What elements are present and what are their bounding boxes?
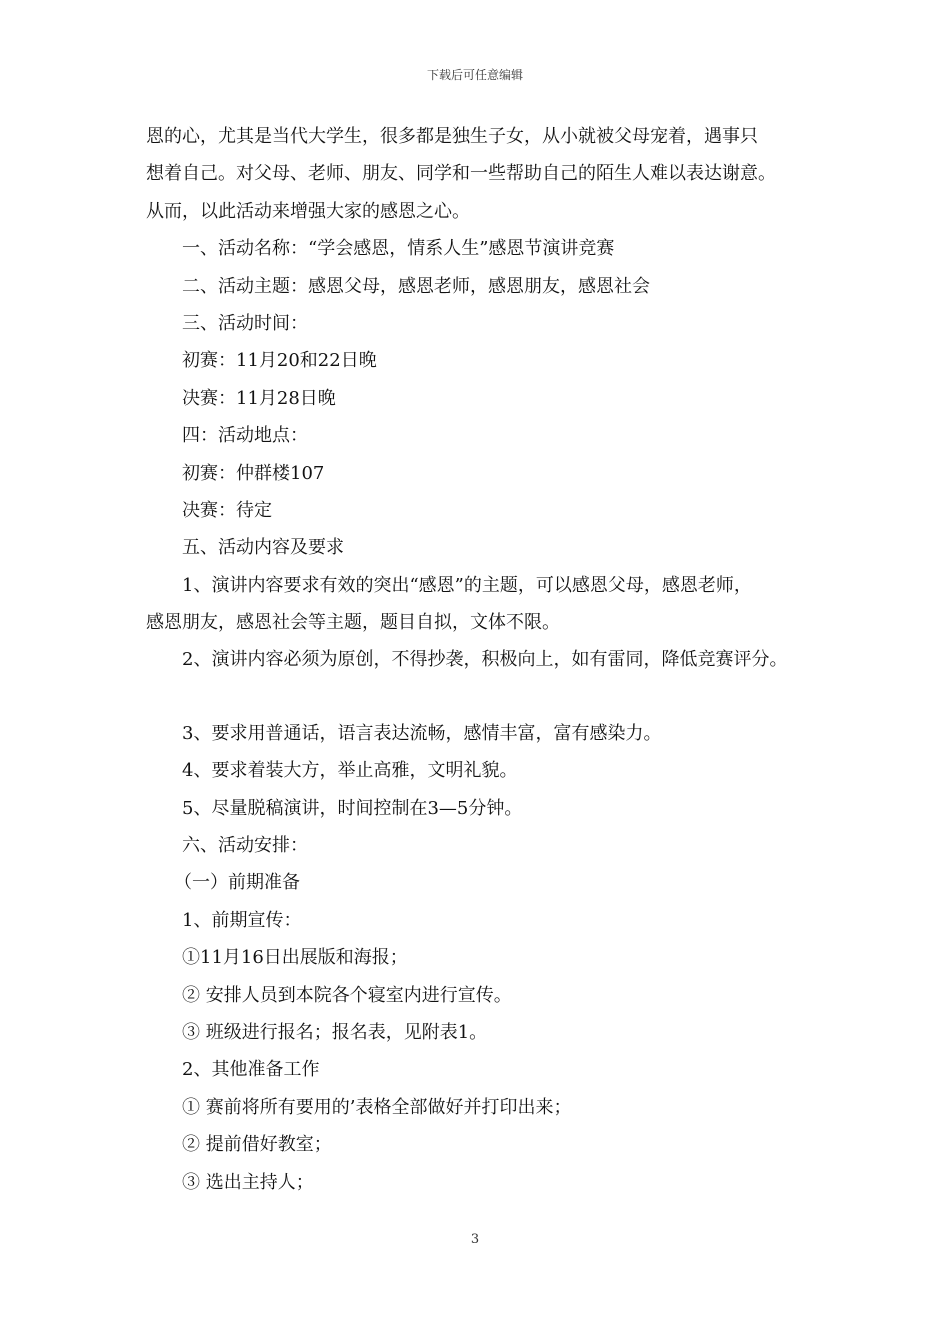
section-heading-content: 五、活动内容及要求 (182, 537, 344, 559)
section-heading-time: 三、活动时间： (182, 312, 308, 334)
section-heading-arrangement: 六、活动安排： (182, 835, 308, 857)
paragraph-line: 恩的心，尤其是当代大学生，很多都是独生子女，从小就被父母宠着，遇事只 (146, 126, 758, 147)
list-item: ③ 选出主持人； (182, 1171, 314, 1193)
section-heading-location: 四：活动地点： (182, 425, 308, 447)
item-other-preparation: 2、其他准备工作 (182, 1059, 320, 1081)
list-item: ①11月16日出展版和海报； (182, 947, 408, 969)
requirement-4: 4、要求着装大方，举止高雅，文明礼貌。 (182, 760, 518, 782)
list-item: ① 赛前将所有要用的’表格全部做好并打印出来； (182, 1096, 572, 1118)
page-header: 下载后可任意编辑 (426, 68, 523, 82)
requirement-3: 3、要求用普通话，语言表达流畅，感情丰富，富有感染力。 (182, 722, 662, 744)
blank-line (146, 679, 826, 715)
preliminary-location: 初赛：仲群楼107 (182, 462, 325, 484)
final-location: 决赛：待定 (182, 499, 272, 521)
requirement-5: 5、尽量脱稿演讲，时间控制在3—5分钟。 (182, 797, 523, 819)
requirement-1-cont: 感恩朋友，感恩社会等主题，题目自拟，文体不限。 (146, 612, 560, 634)
page-number: 3 (470, 1232, 480, 1247)
section-heading-theme: 二、活动主题：感恩父母，感恩老师，感恩朋友，感恩社会 (182, 275, 650, 297)
requirement-1: 1、演讲内容要求有效的突出“感恩”的主题，可以感恩父母，感恩老师， (182, 574, 752, 596)
preliminary-time: 初赛：11月20和22日晚 (182, 350, 377, 372)
item-publicity: 1、前期宣传： (182, 909, 302, 931)
document-body (146, 118, 826, 1201)
subsection-preparation: （一）前期准备 (174, 872, 300, 894)
list-item: ② 安排人员到本院各个寝室内进行宣传。 (182, 984, 512, 1006)
requirement-2: 2、演讲内容必须为原创，不得抄袭，积极向上，如有雷同，降低竞赛评分。 (182, 649, 788, 671)
final-time: 决赛：11月28日晚 (182, 387, 336, 409)
list-item: ③ 班级进行报名；报名表，见附表1。 (182, 1021, 488, 1043)
paragraph-line: 想着自己。对父母、老师、朋友、同学和一些帮助自己的陌生人难以表达谢意。 (146, 163, 776, 185)
section-heading-name: 一、活动名称：“学会感恩，情系人生”感恩节演讲竞赛 (182, 238, 615, 260)
paragraph-line: 从而，以此活动来增强大家的感恩之心。 (146, 200, 470, 222)
list-item: ② 提前借好教室； (182, 1134, 332, 1156)
